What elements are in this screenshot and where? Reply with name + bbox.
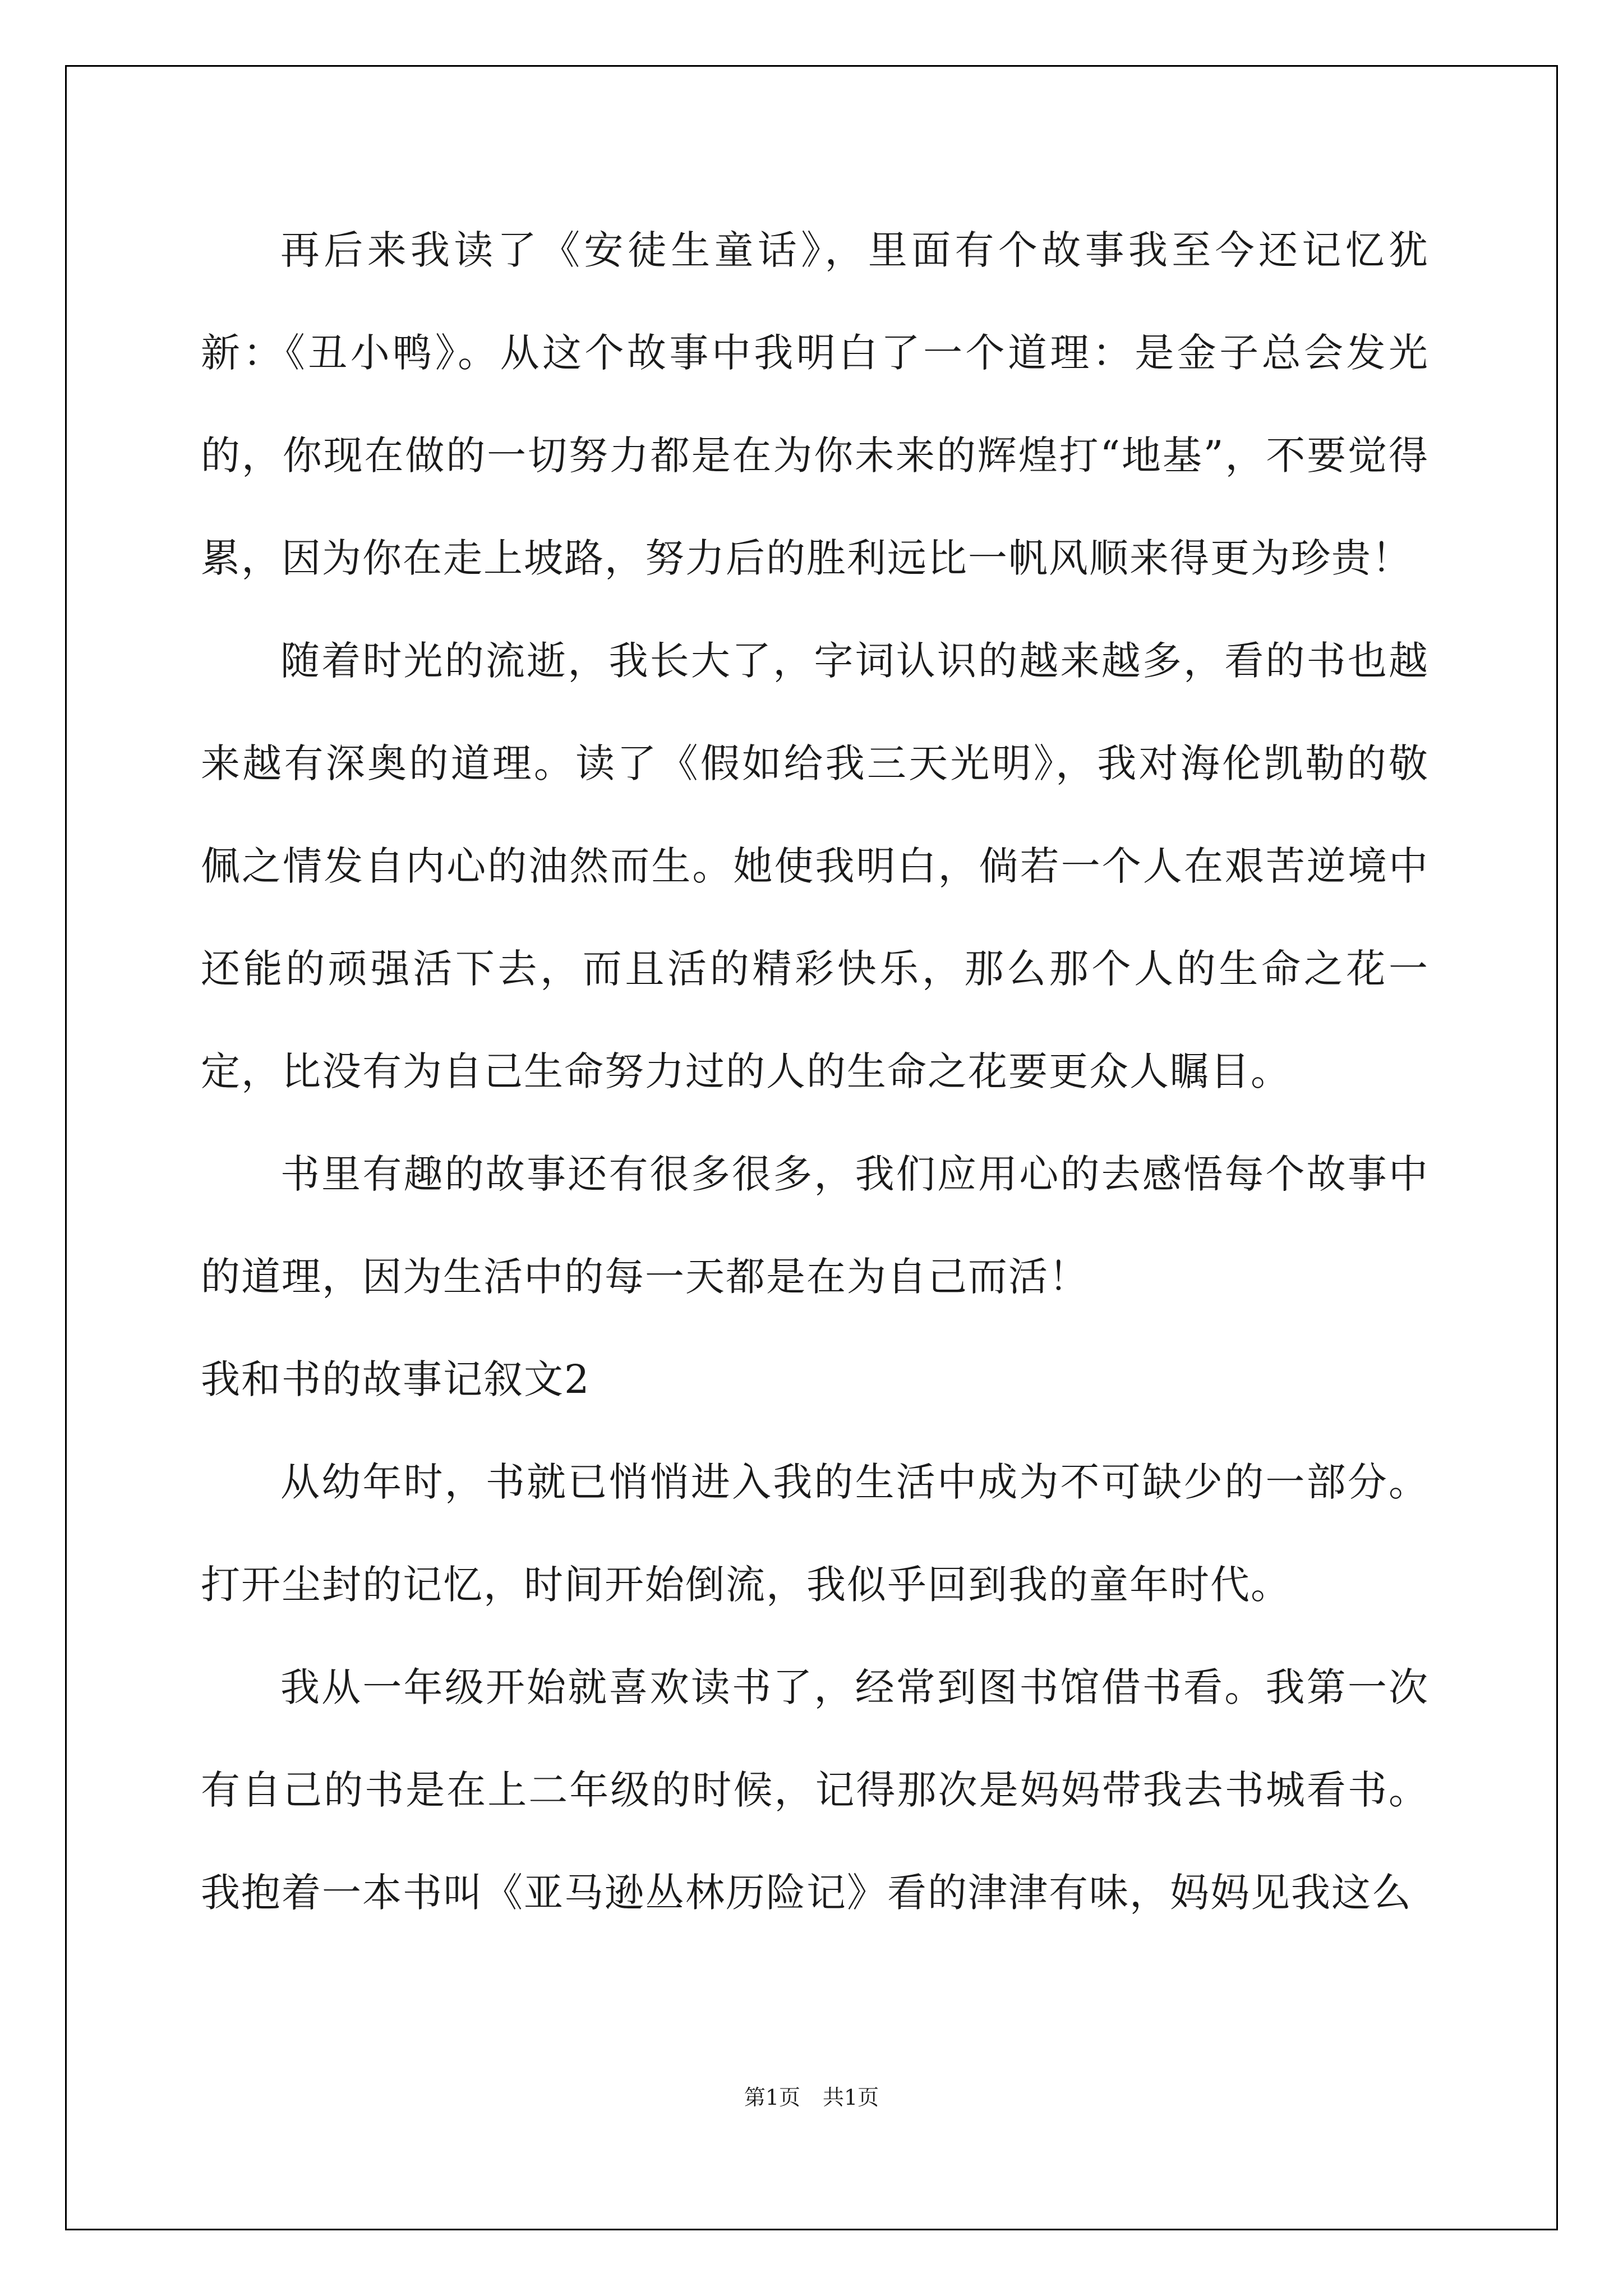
paragraph-ugly-duckling: 再后来我读了《安徒生童话》，里面有个故事我至今还记忆犹新：《丑小鸭》。从这个故事中我明白了一个道理：是金子总会发光的，你现在做的一切努力都是在为你未来的辉煌打“地基”，不要觉得累，因为你在走上坡路，努力后的胜利远比一帆风顺来得更为珍贵！ xyxy=(201,227,1429,581)
paragraph-first-book: 我从一年级开始就喜欢读书了，经常到图书馆借书看。我第一次有自己的书是在上二年级的时候，记得那次是妈妈带我去书城看书。我抱着一本书叫《亚马逊丛林历险记》看的津津有味，妈妈见我这么 xyxy=(201,1664,1429,1916)
document-body xyxy=(201,199,1429,1944)
page-number: 第1页 xyxy=(744,2085,800,2110)
paragraph-helen-keller: 随着时光的流逝，我长大了，字词认识的越来越多，看的书也越来越有深奥的道理。读了《假如给我三天光明》，我对海伦凯勒的敬佩之情发自内心的油然而生。她使我明白，倘若一个人在艰苦逆境中还能的顽强活下去，而且活的精彩快乐，那么那个人的生命之花一定，比没有为自己生命努力过的人的生命之花要更众人瞩目。 xyxy=(201,638,1429,1094)
section-title: 我和书的故事记叙文2 xyxy=(201,1356,591,1402)
paragraph-childhood: 从幼年时，书就已悄悄进入我的生活中成为不可缺少的一部分。打开尘封的记忆，时间开始倒流，我似乎回到我的童年时代。 xyxy=(201,1459,1429,1608)
paragraph-stories-conclusion: 书里有趣的故事还有很多很多，我们应用心的去感悟每个故事中的道理，因为生活中的每一天都是在为自己而活！ xyxy=(201,1151,1429,1300)
page-footer xyxy=(0,2080,1623,2111)
page-total: 共1页 xyxy=(823,2085,879,2110)
